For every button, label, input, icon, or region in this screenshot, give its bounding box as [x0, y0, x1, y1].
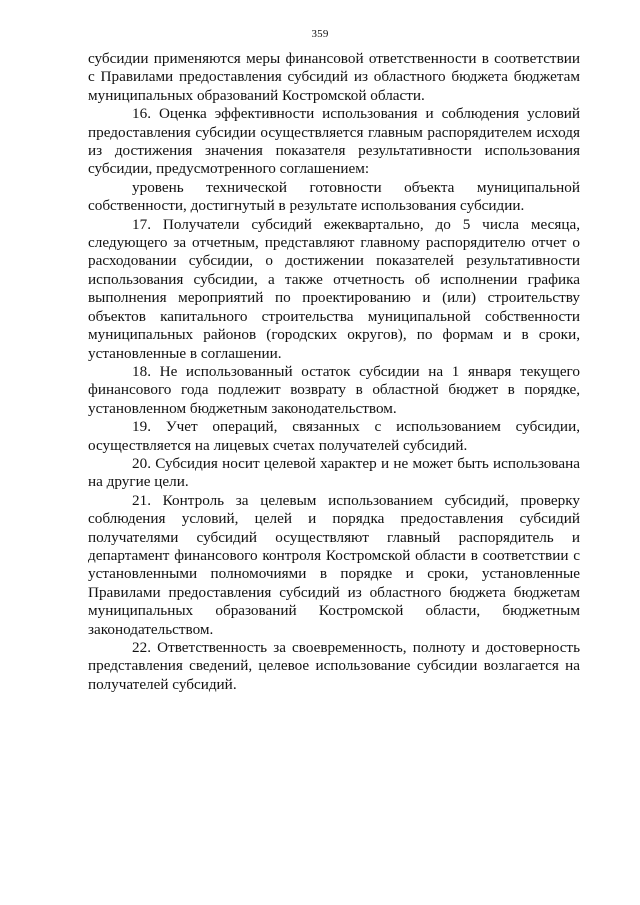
paragraph-continuation: субсидии применяются меры финансовой ответственности в соответствии с Правилами предоставления субсидий из областного бюджета бюджетам муниципальных образований Костромской области. — [88, 50, 580, 104]
paragraph-22: 22. Ответственность за своевременность, полноту и достоверность представления сведений, целевое использование субсидии возлагается на получателей субсидий. — [88, 639, 580, 693]
paragraph-indicator: уровень технической готовности объекта муниципальной собственности, достигнутый в результате использования субсидии. — [88, 178, 580, 215]
document-body — [88, 50, 580, 694]
paragraph-20: 20. Субсидия носит целевой характер и не может быть использована на другие цели. — [88, 454, 580, 491]
paragraph-16: 16. Оценка эффективности использования и соблюдения условий предоставления субсидии осуществляется главным распорядителем исходя из достижения значения показателя результативности использования субсидии, предусмотренного соглашением: — [88, 105, 580, 178]
paragraph-19: 19. Учет операций, связанных с использованием субсидии, осуществляется на лицевых счетах получателей субсидий. — [88, 418, 580, 454]
paragraph-18: 18. Не использованный остаток субсидии на 1 января текущего финансового года подлежит возврату в областной бюджет в порядке, установленном бюджетным законодательством. — [88, 362, 580, 417]
page-number: 359 — [311, 28, 329, 40]
paragraph-17: 17. Получатели субсидий ежеквартально, до 5 числа месяца, следующего за отчетным, представляют главному распорядителю отчет о расходовании субсидии, о достижении показателей результативности использования субсидии, а также отчетность об исполнении графика выполнения мероприятий по проектированию и (или) строительству объектов капитального строительства муниципальной собственности муниципальных районов (городских округов), по формам и в сроки, установленные в соглашении. — [88, 215, 580, 362]
paragraph-21: 21. Контроль за целевым использованием субсидий, проверку соблюдения условий, целей и порядка предоставления субсидий получателями субсидий осуществляют главный распорядитель и департамент финансового контроля Костромской области в соответствии с установленными полномочиями в порядке и сроки, установленные Правилами предоставления субсидий из областного бюджета бюджетам муниципальных образований Костромской области, бюджетным законодательством. — [88, 491, 580, 638]
